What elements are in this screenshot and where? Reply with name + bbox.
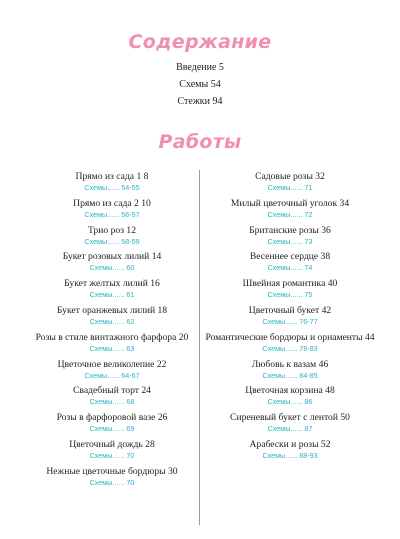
- toc-entry: [22, 225, 202, 252]
- entry-pages: Схемы...... 68: [89, 397, 135, 407]
- toc-entry: [22, 412, 202, 439]
- toc-stitches: Стежки 94: [177, 96, 223, 107]
- works-right-column: [200, 171, 380, 466]
- entry-pages: Схемы...... 61: [89, 290, 135, 300]
- toc-entry: [22, 359, 202, 386]
- entry-pages: Схемы...... 62: [89, 316, 135, 326]
- entry-pages: Схемы...... 72: [267, 209, 313, 219]
- entry-title: Цветочное великолепие 22: [57, 358, 167, 370]
- toc-entry: [200, 305, 380, 332]
- toc-entry: [22, 305, 202, 332]
- entry-title: Цветочная корзина 48: [245, 385, 335, 397]
- toc-intro: Введение 5: [176, 62, 224, 73]
- entry-pages: Схемы...... 74: [267, 263, 313, 273]
- toc-entry: [200, 225, 380, 252]
- entry-title: Свадебный торт 24: [73, 385, 151, 397]
- entry-title: Любовь к вазам 46: [251, 358, 329, 370]
- contents-heading: Содержание: [128, 31, 272, 53]
- entry-pages: Схемы...... 69: [89, 424, 135, 434]
- entry-pages: Схемы...... 76-77: [262, 316, 318, 326]
- toc-entry: [22, 332, 202, 359]
- toc-entry: [200, 171, 380, 198]
- entry-pages: Схемы...... 73: [267, 236, 313, 246]
- entry-title: Букет оранжевых лилий 18: [56, 304, 168, 316]
- entry-pages: Схемы...... 78-83: [262, 343, 318, 353]
- entry-pages: Схемы...... 56-57: [84, 209, 140, 219]
- entry-pages: Схемы...... 75: [267, 290, 313, 300]
- entry-title: Цветочный дождь 28: [69, 438, 155, 450]
- toc-entry: [22, 385, 202, 412]
- entry-pages: Схемы...... 86: [267, 397, 313, 407]
- entry-pages: Схемы...... 64-67: [84, 370, 140, 380]
- works-left-column: [22, 171, 202, 493]
- toc-entry: [22, 278, 202, 305]
- toc-entry: [22, 439, 202, 466]
- toc-entry: [22, 251, 202, 278]
- entry-title: Розы в стиле винтажного фарфора 20: [35, 331, 189, 343]
- toc-entry: [22, 198, 202, 225]
- toc-entry: [200, 332, 380, 359]
- entry-pages: Схемы...... 63: [89, 343, 135, 353]
- toc-entry: [200, 412, 380, 439]
- entry-title: Розы в фарфоровой вазе 26: [56, 412, 168, 424]
- entry-pages: Схемы...... 71: [267, 183, 313, 192]
- entry-pages: Схемы...... 60: [89, 263, 135, 273]
- works-heading: Работы: [158, 131, 242, 153]
- entry-title: Букет желтых лилий 16: [64, 278, 160, 290]
- entry-title: Арабески и розы 52: [249, 438, 331, 450]
- toc-entry: [200, 385, 380, 412]
- entry-pages: Схемы...... 70: [89, 477, 135, 487]
- toc-entry: [200, 198, 380, 225]
- entry-title: Букет розовых лилий 14: [62, 251, 162, 263]
- entry-title: Прямо из сада 2 10: [73, 197, 151, 209]
- toc-entry: [22, 171, 202, 198]
- toc-entry: [200, 278, 380, 305]
- entry-title: Милый цветочный уголок 34: [230, 197, 350, 209]
- entry-title: Прямо из сада 1 8: [75, 171, 149, 182]
- toc-entry: [200, 439, 380, 466]
- entry-title: Британские розы 36: [249, 224, 331, 236]
- toc-entry: [200, 251, 380, 278]
- toc-entry: [200, 359, 380, 386]
- toc-entry: [22, 466, 202, 493]
- entry-title: Весеннее сердце 38: [249, 251, 331, 263]
- entry-title: Садовые розы 32: [255, 171, 325, 182]
- entry-pages: Схемы...... 58-59: [84, 236, 140, 246]
- entry-title: Романтические бордюры и орнаменты 44: [205, 331, 375, 343]
- entry-pages: Схемы...... 87: [267, 424, 313, 434]
- toc-schemes: Схемы 54: [179, 79, 221, 90]
- entry-title: Нежные цветочные бордюры 30: [46, 465, 178, 477]
- entry-title: Швейная романтика 40: [242, 278, 338, 290]
- entry-pages: Схемы...... 84-85: [262, 370, 318, 380]
- entry-title: Трио роз 12: [88, 224, 136, 236]
- entry-pages: Схемы...... 88-93: [262, 450, 318, 460]
- entry-pages: Схемы...... 54-55: [84, 183, 140, 192]
- entry-title: Сиреневый букет с лентой 50: [230, 412, 350, 424]
- entry-pages: Схемы...... 70: [89, 450, 135, 460]
- entry-title: Цветочный букет 42: [248, 304, 332, 316]
